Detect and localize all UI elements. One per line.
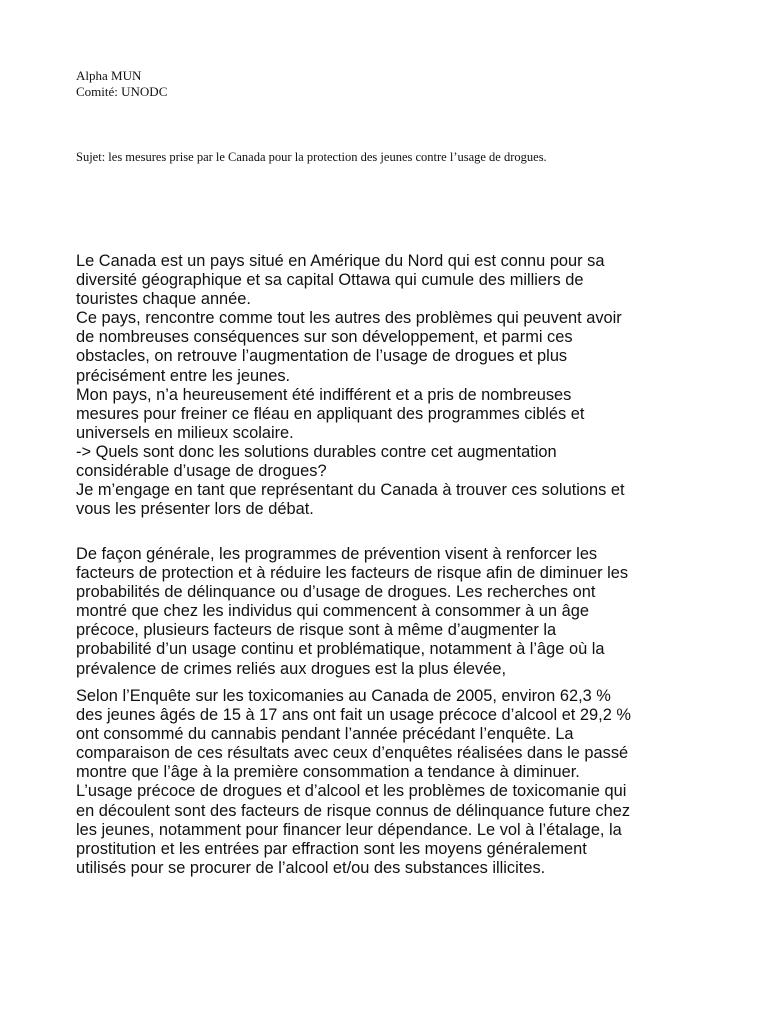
paragraph-survey bbox=[76, 687, 696, 878]
text-line: facteurs de protection et à réduire les facteurs de risque afin de diminuer les bbox=[76, 564, 629, 583]
text-line: les jeunes, notamment pour financer leur dépendance. Le vol à l’étalage, la bbox=[76, 820, 622, 839]
text-line: ont consommé du cannabis pendant l’année précédant l’enquête. La bbox=[76, 725, 574, 744]
text-line: précoce, plusieurs facteurs de risque sont à même d’augmenter la bbox=[76, 621, 557, 640]
document-header bbox=[76, 68, 167, 100]
text-line: utilisés pour se procurer de l’alcool et/ou des substances illicites. bbox=[76, 858, 546, 877]
text-line: De façon générale, les programmes de prévention visent à renforcer les bbox=[76, 545, 598, 563]
text-line: prévalence de crimes reliés aux drogues est la plus élevée, bbox=[76, 659, 507, 678]
text-line: des jeunes âgés de 15 à 17 ans ont fait un usage précoce d’alcool et 29,2 % bbox=[76, 706, 631, 725]
text-line: universels en milieux scolaire. bbox=[76, 423, 294, 442]
text-line: probabilités de délinquance ou d’usage de drogues. Les recherches ont bbox=[76, 583, 596, 602]
text-line: montre que l’âge à la première consommation a tendance à diminuer. bbox=[76, 763, 580, 782]
subject-line: Sujet: les mesures prise par le Canada pour la protection des jeunes contre l’usage de drogues. bbox=[76, 150, 547, 164]
committee-line: Comité: UNODC bbox=[76, 84, 168, 99]
text-line: obstacles, on retrouve l’augmentation de l’usage de drogues et plus bbox=[76, 347, 568, 366]
author-line: Alpha MUN bbox=[76, 68, 142, 83]
text-line: Ce pays, rencontre comme tout les autres des problèmes qui peuvent avoir bbox=[76, 309, 622, 328]
text-line: montré que chez les individus qui commencent à consommer à un âge bbox=[76, 602, 589, 621]
paragraph-introduction bbox=[76, 252, 696, 519]
text-line: prostitution et les entrées par effraction sont les moyens généralement bbox=[76, 839, 587, 858]
text-line: mesures pour freiner ce fléau en appliquant des programmes ciblés et bbox=[76, 404, 585, 423]
paragraph-prevention bbox=[76, 545, 696, 679]
text-line: de nombreuses conséquences sur son développement, et parmi ces bbox=[76, 328, 573, 347]
text-line: probabilité d’un usage continu et problématique, notamment à l’âge où la bbox=[76, 640, 605, 659]
text-line: considérable d’usage de drogues? bbox=[76, 462, 327, 481]
text-line: -> Quels sont donc les solutions durables contre cet augmentation bbox=[76, 442, 557, 461]
text-line: Le Canada est un pays situé en Amérique du Nord qui est connu pour sa bbox=[76, 252, 605, 270]
text-line: L’usage précoce de drogues et d’alcool et les problèmes de toxicomanie qui bbox=[76, 782, 627, 801]
text-line: vous les présenter lors de débat. bbox=[76, 500, 314, 519]
text-line: en découlent sont des facteurs de risque connus de délinquance future chez bbox=[76, 801, 631, 820]
text-line: touristes chaque année. bbox=[76, 290, 251, 309]
text-line: Je m’engage en tant que représentant du Canada à trouver ces solutions et bbox=[76, 481, 625, 500]
text-line: comparaison de ces résultats avec ceux d’enquêtes réalisées dans le passé bbox=[76, 744, 629, 763]
text-line: précisément entre les jeunes. bbox=[76, 366, 291, 385]
text-line: Selon l’Enquête sur les toxicomanies au Canada de 2005, environ 62,3 % bbox=[76, 687, 611, 705]
text-line: Mon pays, n’a heureusement été indifférent et a pris de nombreuses bbox=[76, 385, 572, 404]
text-line: diversité géographique et sa capital Ottawa qui cumule des milliers de bbox=[76, 271, 584, 290]
